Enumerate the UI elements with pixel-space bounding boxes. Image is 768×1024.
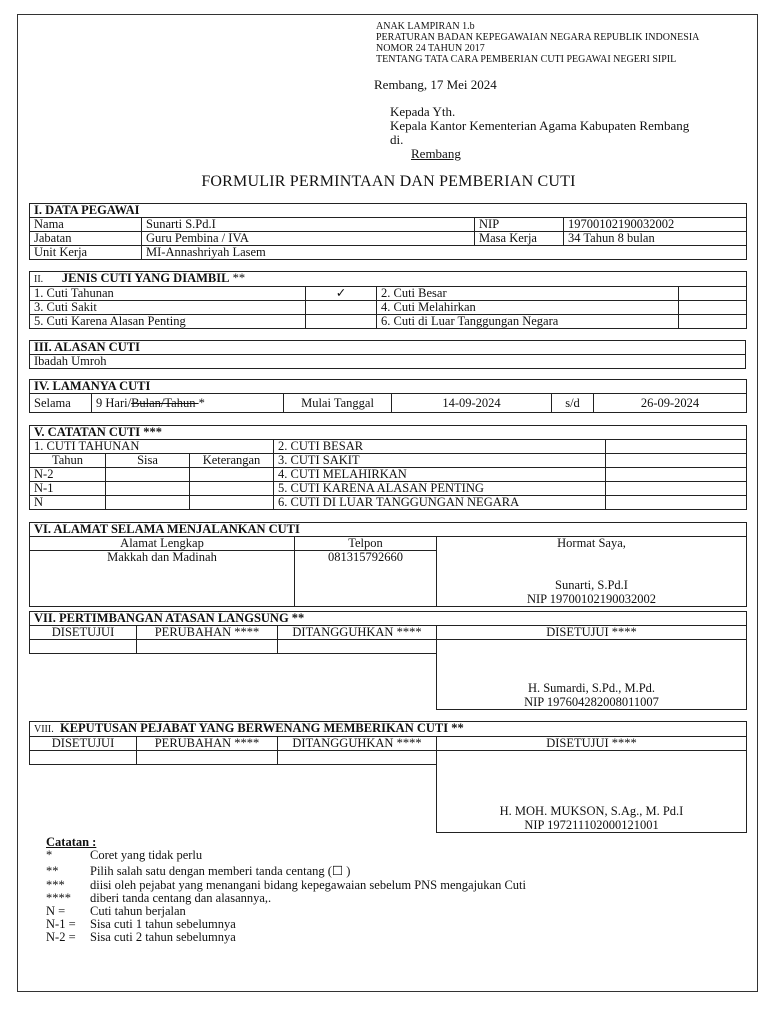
approved-right-cell[interactable]	[437, 751, 747, 765]
leave-type-big: 2. Cuti Besar	[377, 287, 679, 301]
duration-value[interactable]	[92, 394, 284, 413]
remaining-header: Sisa	[106, 454, 190, 468]
table-row: N-1	[30, 482, 106, 496]
footnote-mark: **	[229, 271, 246, 285]
changed-header: PERUBAHAN ****	[137, 626, 278, 640]
regulation-header	[376, 21, 699, 65]
section-heading	[30, 426, 747, 440]
postponed-header: DITANGGUHKAN ****	[278, 737, 437, 751]
section-leave-reason	[29, 340, 746, 369]
section-heading: IV. LAMANYA CUTI	[30, 380, 747, 394]
tenure-label: Masa Kerja	[475, 232, 564, 246]
section-title: KEPUTUSAN PEJABAT YANG BERWENANG MEMBERIKAN CUTI **	[59, 721, 464, 735]
remaining-cell[interactable]	[106, 496, 190, 510]
applicant-signature	[437, 551, 747, 607]
footnote-key: N-1 =	[46, 917, 76, 932]
approved-right-header: DISETUJUI ****	[437, 737, 747, 751]
supervisor-signature	[437, 654, 747, 710]
duration-label: Selama	[30, 394, 92, 413]
unit-label: Unit Kerja	[30, 246, 142, 260]
leave-type-maternity: 4. Cuti Melahirkan	[377, 301, 679, 315]
postponed-header: DITANGGUHKAN ****	[278, 626, 437, 640]
applicant-name: Sunarti, S.Pd.I	[555, 578, 628, 592]
section-heading: VII. PERTIMBANGAN ATASAN LANGSUNG **	[30, 612, 747, 626]
approved-header: DISETUJUI	[30, 737, 137, 751]
changed-cell[interactable]	[137, 751, 278, 765]
footnote-text: Pilih salah satu dengan memberi tanda centang (☐ )	[90, 864, 351, 879]
checkmark-icon: ✓	[335, 286, 347, 300]
unpaid-leave-label: 6. CUTI DI LUAR TANGGUNGAN NEGARA	[274, 496, 606, 510]
approved-cell[interactable]	[30, 640, 137, 654]
recipient-line: di.	[390, 132, 404, 147]
sick-leave-label: 3. CUTI SAKIT	[274, 454, 606, 468]
postponed-cell[interactable]	[278, 640, 437, 654]
phone-header: Telpon	[295, 537, 437, 551]
leave-type-sick: 3. Cuti Sakit	[30, 301, 306, 315]
duration-struck: Bulan/Tahun	[131, 395, 199, 410]
approved-right-header: DISETUJUI ****	[437, 626, 747, 640]
end-date-value[interactable]: 26-09-2024	[594, 394, 747, 413]
position-value[interactable]: Guru Pembina / IVA	[142, 232, 475, 246]
approved-cell[interactable]	[30, 751, 137, 765]
footnote-key: **	[46, 864, 59, 879]
table-row: N-2	[30, 468, 106, 482]
start-date-value[interactable]: 14-09-2024	[392, 394, 552, 413]
place-date: Rembang, 17 Mei 2024	[374, 77, 497, 92]
address-value[interactable]: Makkah dan Madinah	[30, 551, 295, 607]
annual-leave-label: 1. CUTI TAHUNAN	[30, 440, 274, 454]
footnotes-heading: Catatan :	[46, 835, 97, 849]
footnote-key: N-2 =	[46, 930, 76, 945]
address-header: Alamat Lengkap	[30, 537, 295, 551]
until-label: s/d	[552, 394, 594, 413]
duration-days: 9 Hari/	[96, 395, 132, 410]
applicant-nip: NIP 19700102190032002	[526, 592, 657, 606]
footnote-text: Sisa cuti 1 tahun sebelumnya	[90, 917, 236, 932]
table-row: N	[30, 496, 106, 510]
footnotes	[46, 836, 526, 945]
unpaid-leave-note[interactable]	[606, 496, 747, 510]
header-line: PERATURAN BADAN KEPEGAWAIAN NEGARA REPUBLIK INDONESIA	[376, 32, 700, 43]
header-line: ANAK LAMPIRAN 1.b	[376, 21, 475, 32]
maternity-leave-note[interactable]	[606, 468, 747, 482]
remarks-cell[interactable]	[190, 468, 274, 482]
header-line: NOMOR 24 TAHUN 2017	[376, 43, 485, 54]
leave-form-page	[17, 14, 758, 992]
check-sick[interactable]	[306, 301, 377, 315]
check-unpaid[interactable]	[679, 315, 747, 329]
footnote-text: Sisa cuti 2 tahun sebelumnya	[90, 930, 236, 945]
section-official-decision	[29, 721, 747, 833]
changed-header: PERUBAHAN ****	[137, 737, 278, 751]
section-heading: III. ALASAN CUTI	[30, 341, 746, 355]
changed-cell[interactable]	[137, 640, 278, 654]
start-date-label: Mulai Tanggal	[284, 394, 392, 413]
leave-type-important: 5. Cuti Karena Alasan Penting	[30, 315, 306, 329]
check-annual[interactable]	[306, 287, 377, 301]
nip-value[interactable]: 19700102190032002	[564, 218, 747, 232]
check-big[interactable]	[679, 287, 747, 301]
remaining-cell[interactable]	[106, 482, 190, 496]
year-header: Tahun	[30, 454, 106, 468]
maternity-leave-label: 4. CUTI MELAHIRKAN	[274, 468, 606, 482]
section-heading: I. DATA PEGAWAI	[30, 204, 747, 218]
section-number: II.	[34, 274, 44, 285]
big-leave-note[interactable]	[606, 440, 747, 454]
footnote-key: *	[46, 848, 53, 863]
footnote-key: ***	[46, 877, 65, 892]
footnote-mark: *	[198, 395, 205, 410]
footnote-text: Coret yang tidak perlu	[90, 848, 203, 863]
supervisor-name: H. Sumardi, S.Pd., M.Pd.	[527, 681, 656, 695]
remaining-cell[interactable]	[106, 468, 190, 482]
section-title: V. CATATAN CUTI ***	[34, 425, 163, 439]
recipient-address	[390, 105, 689, 161]
official-name: H. MOH. MUKSON, S.Ag., M. Pd.I	[499, 804, 684, 818]
form-title: FORMULIR PERMINTAAN DAN PEMBERIAN CUTI	[201, 173, 576, 190]
name-label: Nama	[30, 218, 142, 232]
check-important[interactable]	[306, 315, 377, 329]
official-nip: NIP 197211102000121001	[524, 818, 659, 832]
footnote-text: diberi tanda centang dan alasannya,.	[90, 890, 272, 905]
position-label: Jabatan	[30, 232, 142, 246]
postponed-cell[interactable]	[278, 751, 437, 765]
footnote-key: ****	[46, 890, 71, 905]
section-leave-address	[29, 522, 747, 607]
section-leave-type	[29, 271, 747, 329]
section-title: JENIS CUTI YANG DIAMBIL	[61, 271, 230, 285]
unit-value[interactable]: MI-Annashriyah Lasem	[142, 246, 747, 260]
footnote-key: N =	[46, 904, 66, 919]
nip-label: NIP	[475, 218, 564, 232]
tenure-value[interactable]: 34 Tahun 8 bulan	[564, 232, 747, 246]
big-leave-label: 2. CUTI BESAR	[274, 440, 606, 454]
remarks-cell[interactable]	[190, 482, 274, 496]
section-heading	[30, 722, 747, 737]
leave-type-unpaid: 6. Cuti di Luar Tanggungan Negara	[377, 315, 679, 329]
recipient-line: Kepada Yth.	[390, 104, 456, 119]
section-number: VIII.	[34, 724, 54, 735]
section-heading: VI. ALAMAT SELAMA MENJALANKAN CUTI	[30, 523, 747, 537]
section-employee-data	[29, 203, 747, 260]
supervisor-nip: NIP 197604282008011007	[524, 695, 659, 709]
recipient-line: Kepala Kantor Kementerian Agama Kabupaten Rembang	[390, 118, 690, 133]
footnote-text: diisi oleh pejabat yang menangani bidang kepegawaian sebelum PNS mengajukan Cuti	[90, 877, 527, 892]
section-heading	[30, 272, 747, 287]
section-leave-duration	[29, 379, 747, 413]
remarks-cell[interactable]	[190, 496, 274, 510]
official-signature	[437, 765, 747, 833]
leave-type-annual: 1. Cuti Tahunan	[30, 287, 306, 301]
check-maternity[interactable]	[679, 301, 747, 315]
footnote-text: Cuti tahun berjalan	[90, 904, 186, 919]
header-line: TENTANG TATA CARA PEMBERIAN CUTI PEGAWAI NEGERI SIPIL	[376, 54, 677, 65]
important-leave-label: 5. CUTI KARENA ALASAN PENTING	[274, 482, 606, 496]
phone-value[interactable]: 081315792660	[295, 551, 437, 607]
sick-leave-note[interactable]	[606, 454, 747, 468]
name-value[interactable]: Sunarti S.Pd.I	[142, 218, 475, 232]
remarks-header: Keterangan	[190, 454, 274, 468]
footnote-item	[46, 849, 526, 862]
footnote-item	[46, 931, 526, 944]
leave-reason-value[interactable]: Ibadah Umroh	[30, 355, 746, 369]
section-supervisor-consideration	[29, 611, 747, 710]
recipient-city: Rembang	[411, 146, 461, 161]
section-leave-notes	[29, 425, 747, 510]
regards-text: Hormat Saya,	[437, 537, 747, 551]
important-leave-note[interactable]	[606, 482, 747, 496]
approved-header: DISETUJUI	[30, 626, 137, 640]
approved-right-cell[interactable]	[437, 640, 747, 654]
